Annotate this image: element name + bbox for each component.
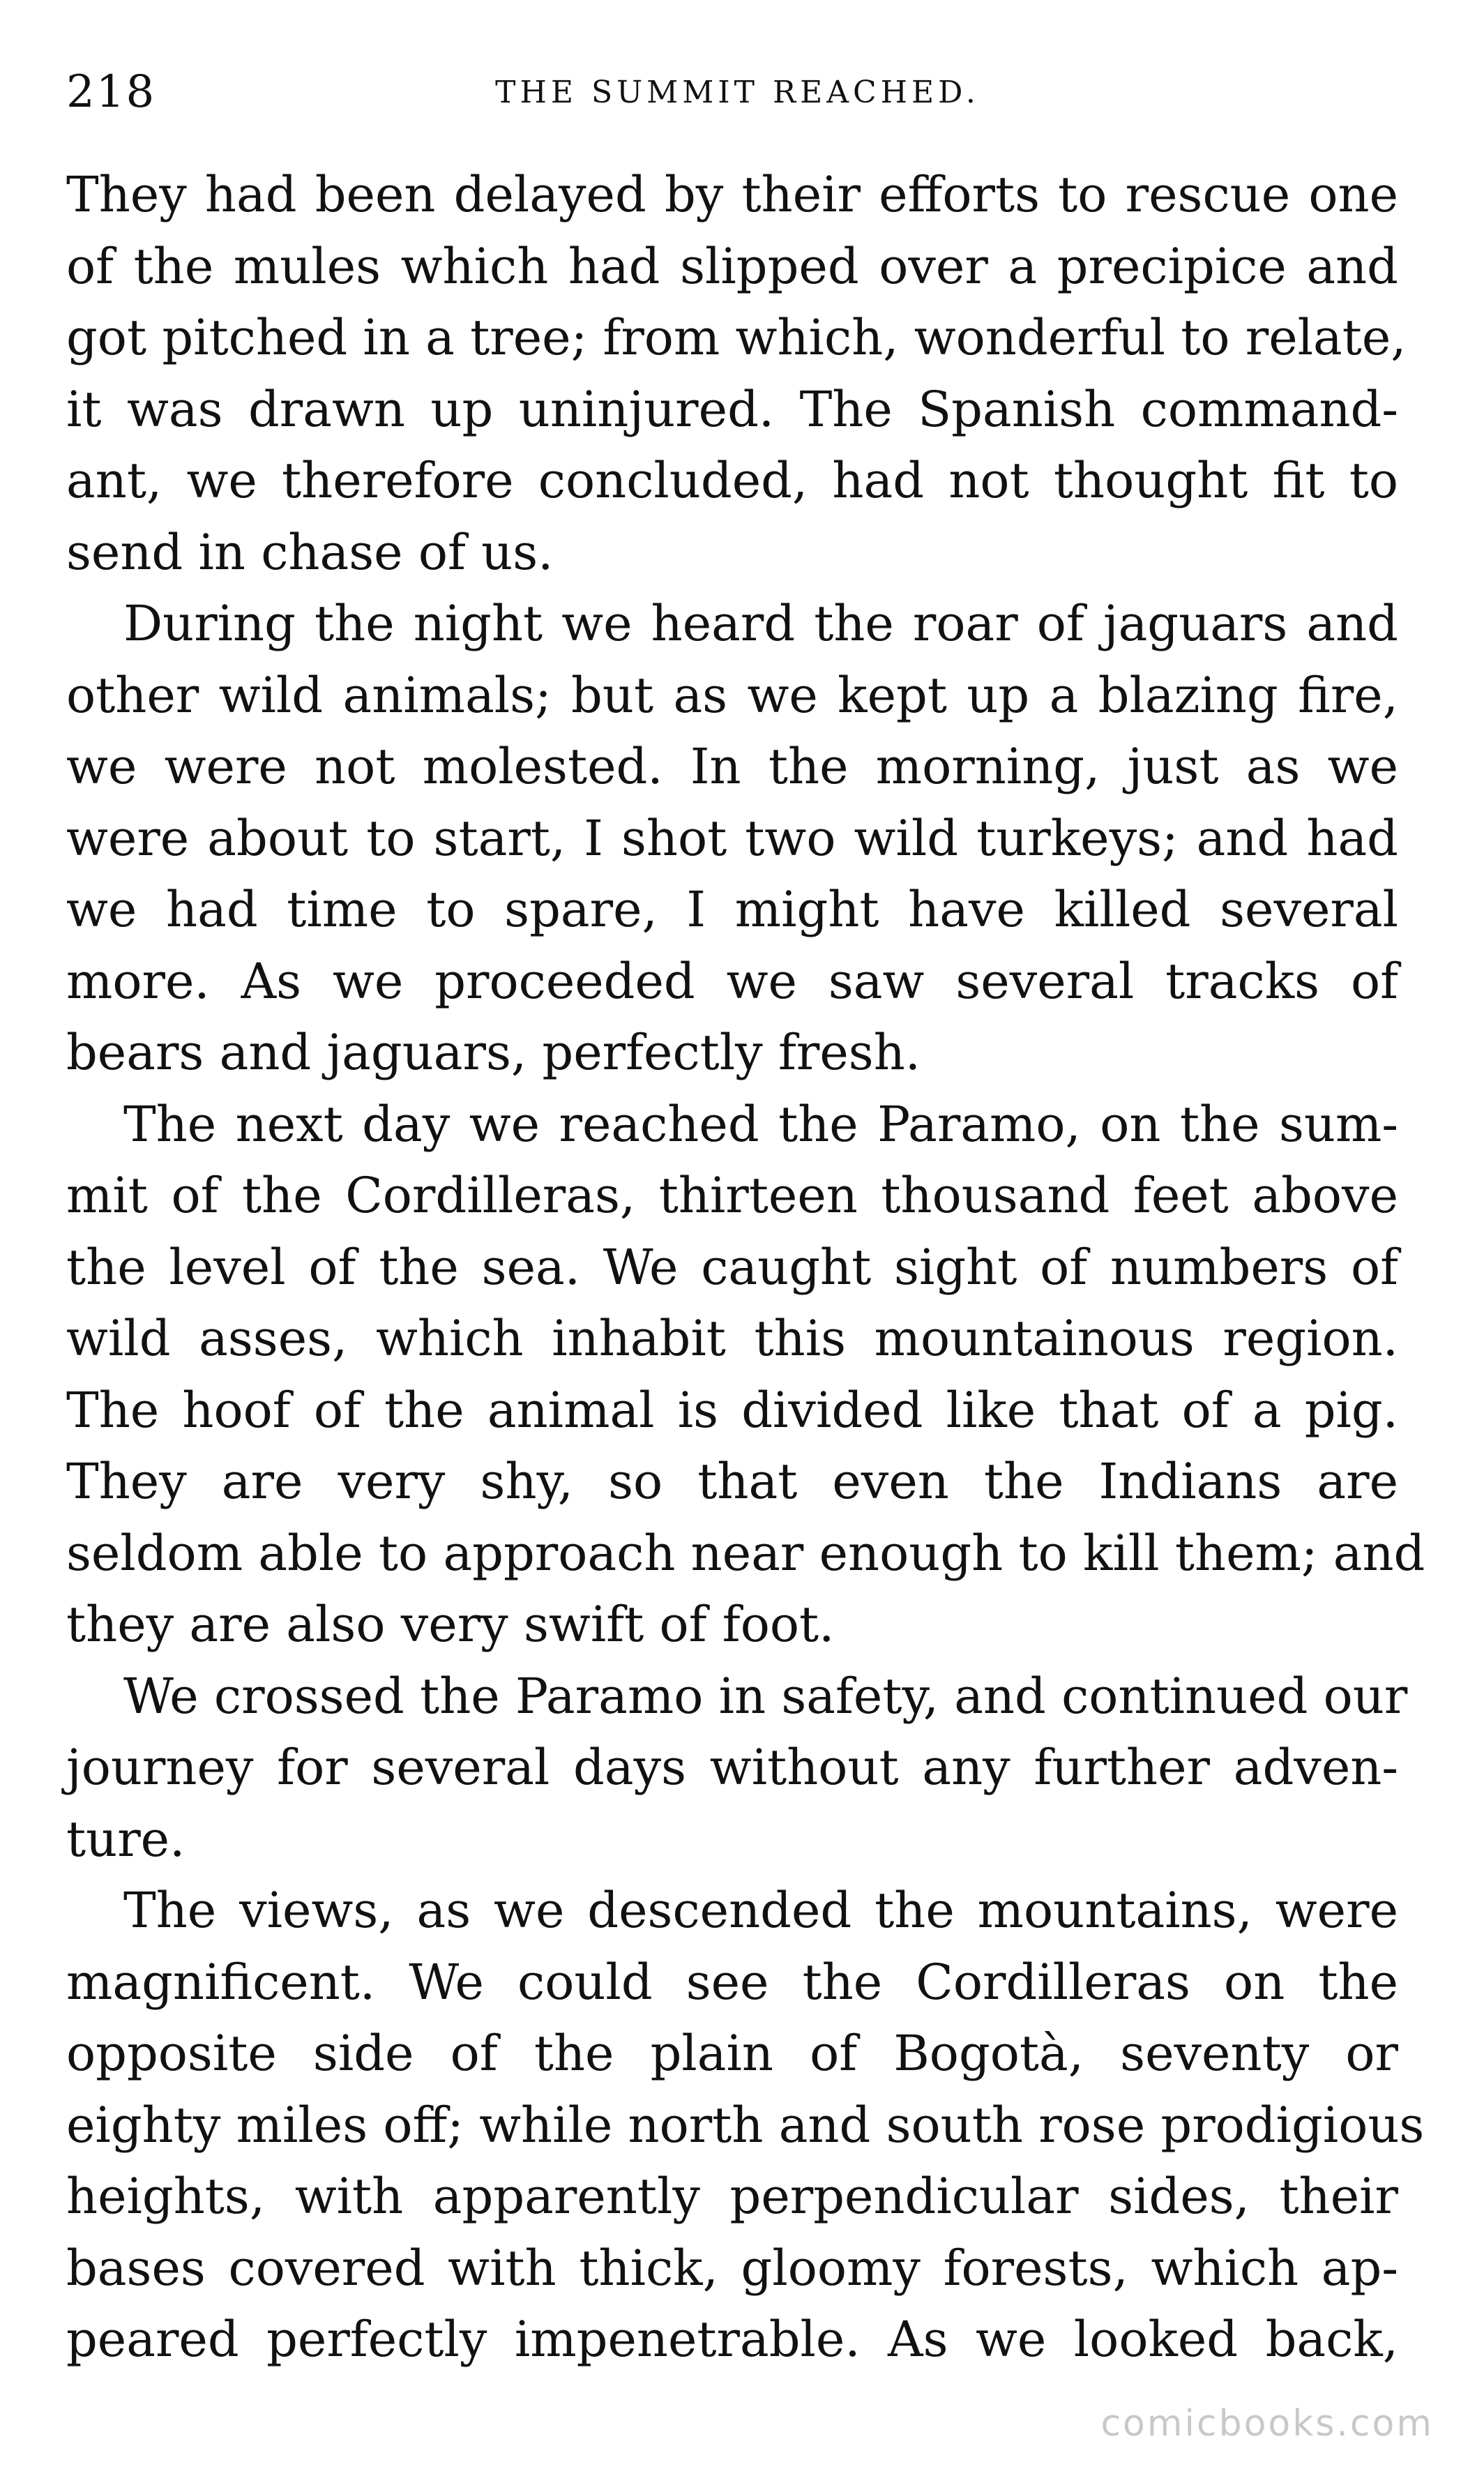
text-line: send in chase of us. bbox=[66, 523, 554, 581]
paragraph-1 bbox=[66, 159, 1407, 588]
text-line: ant, we therefore concluded, had not thought fit to bbox=[66, 452, 1398, 509]
page-number: 218 bbox=[66, 66, 156, 118]
text-line: bears and jaguars, perfectly fresh. bbox=[66, 1024, 921, 1081]
text-line: The views, as we descended the mountains, were bbox=[123, 1882, 1398, 1939]
text-line: During the night we heard the roar of jaguars and bbox=[123, 595, 1398, 652]
watermark: comicbooks.com bbox=[1100, 2403, 1434, 2445]
paragraph-5 bbox=[66, 1875, 1425, 2376]
text-line: the level of the sea. We caught sight of numbers of bbox=[66, 1238, 1398, 1296]
text-line: more. As we proceeded we saw several tracks of bbox=[66, 952, 1398, 1010]
text-line: eighty miles off; while north and south rose prodigious bbox=[66, 2096, 1425, 2154]
text-line: The hoof of the animal is divided like that of a pig. bbox=[66, 1381, 1398, 1439]
paragraph-3 bbox=[66, 1089, 1425, 1661]
text-line: wild asses, which inhabit this mountainous region. bbox=[66, 1310, 1398, 1367]
text-line: opposite side of the plain of Bogotà, seventy or bbox=[66, 2025, 1398, 2082]
text-line: We crossed the Paramo in safety, and continued our bbox=[123, 1667, 1408, 1725]
text-line: heights, with apparently perpendicular sides, their bbox=[66, 2168, 1398, 2225]
text-line: The next day we reached the Paramo, on the sum- bbox=[123, 1095, 1398, 1153]
body-text bbox=[66, 159, 1425, 2376]
text-line: They had been delayed by their efforts to rescue one bbox=[66, 166, 1398, 223]
text-line: journey for several days without any further adven- bbox=[66, 1739, 1398, 1796]
text-line: They are very shy, so that even the Indians are bbox=[66, 1453, 1398, 1510]
text-line: magnificent. We could see the Cordilleras on the bbox=[66, 1953, 1398, 2011]
text-line: it was drawn up uninjured. The Spanish command- bbox=[66, 380, 1398, 438]
text-line: got pitched in a tree; from which, wonderful to relate, bbox=[66, 309, 1407, 366]
paragraph-4 bbox=[66, 1661, 1408, 1876]
text-line: we had time to spare, I might have killed several bbox=[66, 881, 1398, 938]
text-line: bases covered with thick, gloomy forests, which ap- bbox=[66, 2239, 1398, 2297]
page-header bbox=[66, 66, 1409, 122]
text-line: we were not molested. In the morning, just as we bbox=[66, 738, 1398, 795]
text-line: ture. bbox=[66, 1810, 186, 1868]
text-line: peared perfectly impenetrable. As we looked back, bbox=[66, 2311, 1398, 2368]
paragraph-2 bbox=[66, 588, 1398, 1089]
running-title: THE SUMMIT REACHED. bbox=[495, 75, 980, 110]
text-line: other wild animals; but as we kept up a blazing fire, bbox=[66, 666, 1398, 724]
text-line: were about to start, I shot two wild turkeys; and had bbox=[66, 809, 1398, 867]
text-line: they are also very swift of foot. bbox=[66, 1596, 835, 1653]
text-line: mit of the Cordilleras, thirteen thousand feet above bbox=[66, 1167, 1398, 1224]
text-line: of the mules which had slipped over a precipice and bbox=[66, 237, 1398, 295]
text-line: seldom able to approach near enough to kill them; and bbox=[66, 1524, 1425, 1582]
